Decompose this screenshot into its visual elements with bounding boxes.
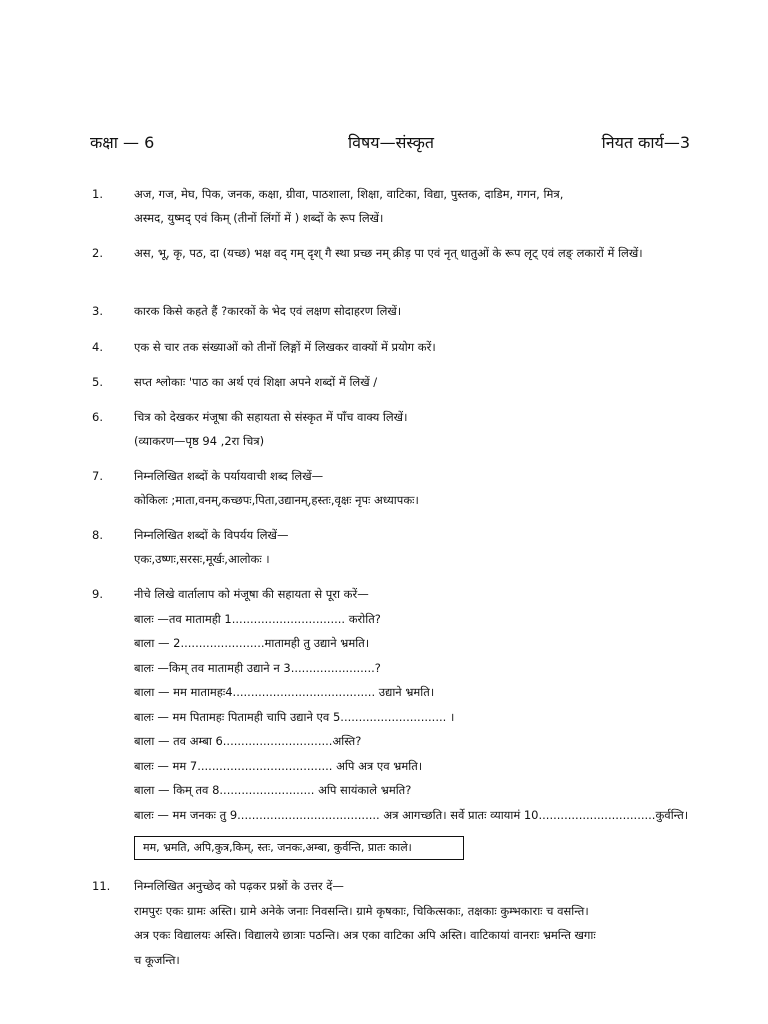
question-text: कारक किसे कहते हैं ?कारकों के भेद एवं लक्षण सोदाहरण लिखें। xyxy=(134,304,402,318)
dialogue-line: बालः — मम पितामहः पितामही चापि उद्याने एव 5............................. । xyxy=(134,709,455,724)
question-text: नीचे लिखे वार्तालाप को मंजूषा की सहायता से पूरा करें— xyxy=(134,587,369,601)
question-number: 5. xyxy=(92,375,103,389)
question-text: चित्र को देखकर मंजूषा की सहायता से संस्कृत में पाँच वाक्य लिखें। xyxy=(134,410,408,424)
question-text: एक से चार तक संख्याओं को तीनों लिङ्गों में लिखकर वाक्यों में प्रयोग करें। xyxy=(134,340,436,354)
passage-line: च कूजन्ति। xyxy=(134,952,180,967)
question-number: 3. xyxy=(92,304,103,318)
dialogue-line: बाला — 2.......................मातामही तु उद्याने भ्रमति। xyxy=(134,636,370,650)
class-label: कक्षा — 6 xyxy=(90,133,155,152)
dialogue-line: बालः — मम 7..................................... अपि अत्र एव भ्रमति। xyxy=(134,758,423,773)
question-number: 8. xyxy=(92,528,103,542)
passage-line: रामपुरः एकः ग्रामः अस्ति। ग्रामे अनेके जनाः निवसन्ति। ग्रामे कृषकाः, चिकित्सकाः, तक्षकाः कुम्भकाराः च वसन्ति। xyxy=(134,903,589,918)
assignment-label: नियत कार्य—3 xyxy=(601,133,690,152)
question-number: 7. xyxy=(92,469,103,483)
word-box: मम, भ्रमति, अपि,कुत्र,किम्, स्तः, जनकः,अम्बा, कुर्वन्ति, प्रातः काले। xyxy=(134,836,464,860)
dialogue-line: बाला — तव अम्बा 6..............................अस्ति? xyxy=(134,734,362,748)
question-text: सप्त श्लोकाः 'पाठ का अर्थ एवं शिक्षा अपने शब्दों में लिखें / xyxy=(134,375,378,389)
question-number: 2. xyxy=(92,246,103,260)
question-text: अस्मद, युष्मद् एवं किम् (तीनों लिंगों में ) शब्दों के रूप लिखें। xyxy=(134,211,384,225)
dialogue-line: बाला — किम् तव 8.......................... अपि सायंकाले भ्रमति? xyxy=(134,783,412,797)
page-header xyxy=(90,131,690,153)
passage-line: अत्र एकः विद्यालयः अस्ति। विद्यालये छात्राः पठन्ति। अत्र एका वाटिका अपि अस्ति। वाटिकायां वानराः भ्रमन्ति खगाः xyxy=(134,928,596,942)
question-number: 1. xyxy=(92,187,103,201)
question-text: निम्नलिखित अनुच्छेद को पढ़कर प्रश्नों के उत्तर दें— xyxy=(134,879,344,893)
question-text: अज, गज, मेघ, पिक, जनक, कक्षा, ग्रीवा, पाठशाला, शिक्षा, वाटिका, विद्या, पुस्तक, दाडिम, गगन, मित्र, xyxy=(134,187,564,201)
dialogue-line: बाला — मम मातामहः4....................................... उद्याने भ्रमति। xyxy=(134,685,435,699)
question-number: 6. xyxy=(92,410,103,424)
dialogue-line: बालः —किम् तव मातामही उद्याने न 3.......................? xyxy=(134,660,381,675)
question-text: अस, भू, कृ, पठ, दा (यच्छ) भक्ष वद् गम् दृश् गै स्था प्रच्छ नम् क्रीड़ पा एवं नृत् धातुओं के रूप लृट् एवं लङ् लकारों में लिखें। xyxy=(134,246,643,260)
question-text: निम्नलिखित शब्दों के पर्यायवाची शब्द लिखें— xyxy=(134,469,324,483)
subject-label: विषय—संस्कृत xyxy=(348,133,435,152)
question-text: (व्याकरण—पृष्ठ 94 ,2रा चित्र) xyxy=(134,434,265,448)
question-text: एकः,उष्णः,सरसः,मूर्खः,आलोकः । xyxy=(134,552,270,566)
question-number: 4. xyxy=(92,340,103,354)
question-text: कोकिलः ;माता,वनम्,कच्छपः,पिता,उद्यानम्,हस्तः,वृक्षः नृपः अध्यापकः। xyxy=(134,493,419,507)
question-number: 9. xyxy=(92,587,103,601)
question-number: 11. xyxy=(92,879,111,893)
dialogue-line: बालः —तव मातामही 1............................... करोति? xyxy=(134,611,381,626)
dialogue-line: बालः — मम जनकः तु 9....................................... अत्र आगच्छति। सर्वे प्रातः व्यायामं 10................................कुर्वन्ति। xyxy=(134,807,689,822)
question-text: निम्नलिखित शब्दों के विपर्यय लिखें— xyxy=(134,528,289,542)
